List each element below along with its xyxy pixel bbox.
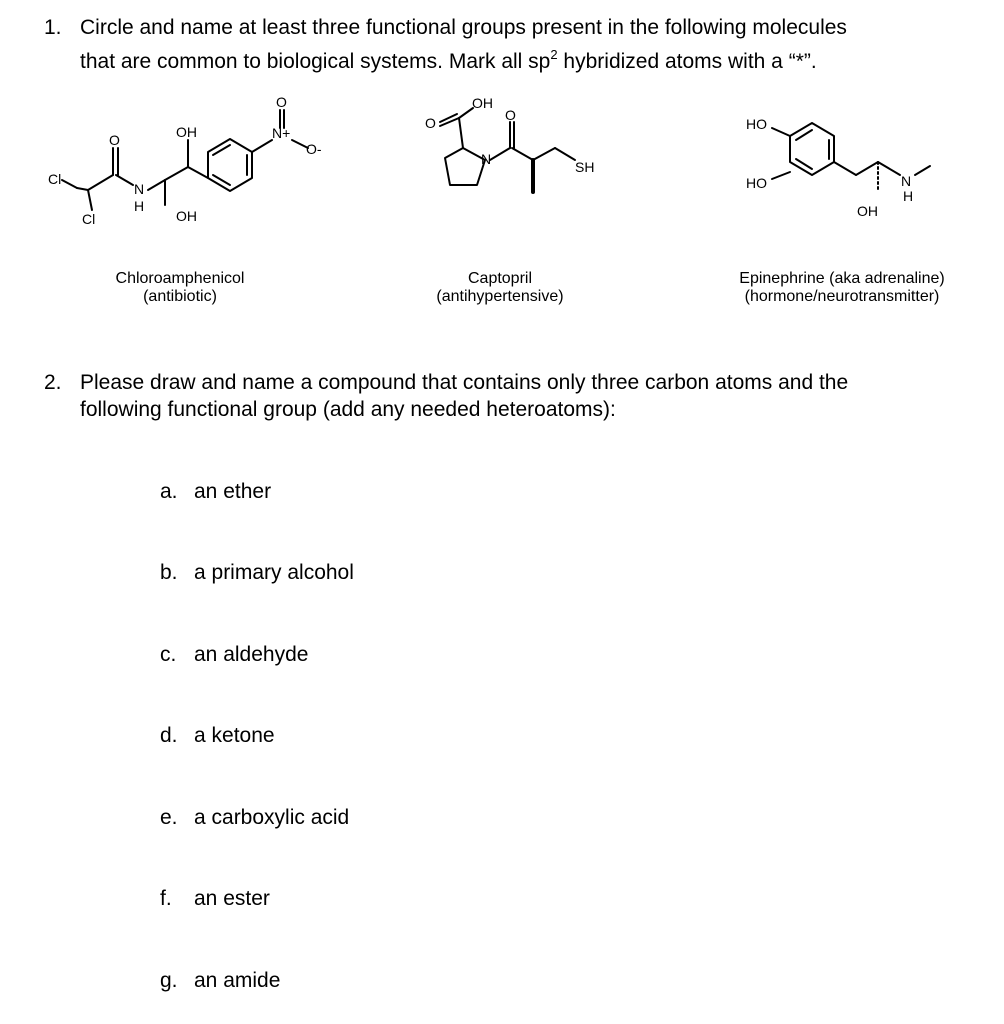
molecule-use: (antihypertensive) (436, 288, 564, 305)
atom-o-1: O (425, 115, 436, 131)
item-text: an ester (194, 887, 270, 910)
atom-oh-1: OH (176, 124, 197, 140)
caption-captopril (400, 270, 600, 306)
atom-oh: OH (857, 203, 878, 219)
item-letter: f. (160, 887, 172, 910)
item-aldehyde (160, 642, 308, 668)
item-text: a ketone (194, 724, 275, 747)
superscript-2: 2 (550, 47, 558, 62)
molecule-name: Captopril (467, 270, 533, 287)
item-text: a primary alcohol (194, 561, 354, 584)
question-2-number: 2. (44, 371, 62, 394)
atom-n: N (481, 151, 492, 167)
atom-cl-2: Cl (82, 211, 96, 227)
epinephrine-structure (740, 100, 970, 230)
chloroamphenicol-structure (40, 90, 340, 240)
atom-ho-1: HO (746, 116, 767, 132)
atom-o-carbonyl: O (109, 132, 120, 148)
atom-h: H (903, 188, 914, 204)
atom-o-nitro: O (276, 94, 287, 110)
atom-oh-2: OH (176, 208, 197, 224)
item-letter: e. (160, 806, 178, 829)
item-ester (160, 886, 270, 912)
item-primary-alcohol (160, 560, 354, 586)
caption-chloroamphenicol (80, 270, 280, 306)
item-text: an amide (194, 969, 281, 992)
molecule-use: (antibiotic) (143, 288, 217, 305)
atom-oh: OH (472, 95, 493, 111)
atom-sh: SH (575, 159, 595, 175)
atom-h-amide: H (134, 198, 145, 214)
atom-o-minus: O- (306, 141, 322, 157)
atom-n-nitro: N+ (272, 125, 291, 141)
atom-cl-1: Cl (48, 171, 62, 187)
molecule-name: Chloroamphenicol (115, 270, 245, 287)
atom-n: N (901, 173, 912, 189)
atom-ho-2: HO (746, 175, 767, 191)
item-letter: d. (160, 724, 178, 747)
caption-epinephrine (708, 270, 976, 306)
question-1-line-2 (80, 42, 817, 75)
item-letter: b. (160, 561, 178, 584)
item-amide (160, 968, 280, 994)
item-ether (160, 479, 271, 505)
molecule-use: (hormone/neurotransmitter) (744, 288, 940, 305)
item-text: a carboxylic acid (194, 806, 350, 829)
item-text: an aldehyde (194, 643, 309, 666)
question-2-line-2: following functional group (add any needed heteroatoms): (80, 398, 616, 421)
item-ketone (160, 723, 275, 749)
item-carboxylic-acid (160, 805, 349, 831)
question-1-line-2-end: hybridized atoms with a “*”. (557, 50, 817, 73)
question-1-line-2-start: that are common to biological systems. Mark all sp (80, 50, 551, 73)
item-text: an ether (194, 480, 272, 503)
item-letter: c. (160, 643, 177, 666)
question-1-line-1: Circle and name at least three functional groups present in the following molecules (80, 16, 847, 39)
atom-o-2: O (505, 107, 516, 123)
atom-n-amide: N (134, 181, 145, 197)
captopril-structure (415, 90, 615, 220)
question-2-line-1: Please draw and name a compound that contains only three carbon atoms and the (80, 371, 849, 394)
question-1-number: 1. (44, 16, 62, 39)
item-letter: g. (160, 969, 178, 992)
molecule-name: Epinephrine (aka adrenaline) (739, 270, 945, 287)
item-letter: a. (160, 480, 178, 503)
